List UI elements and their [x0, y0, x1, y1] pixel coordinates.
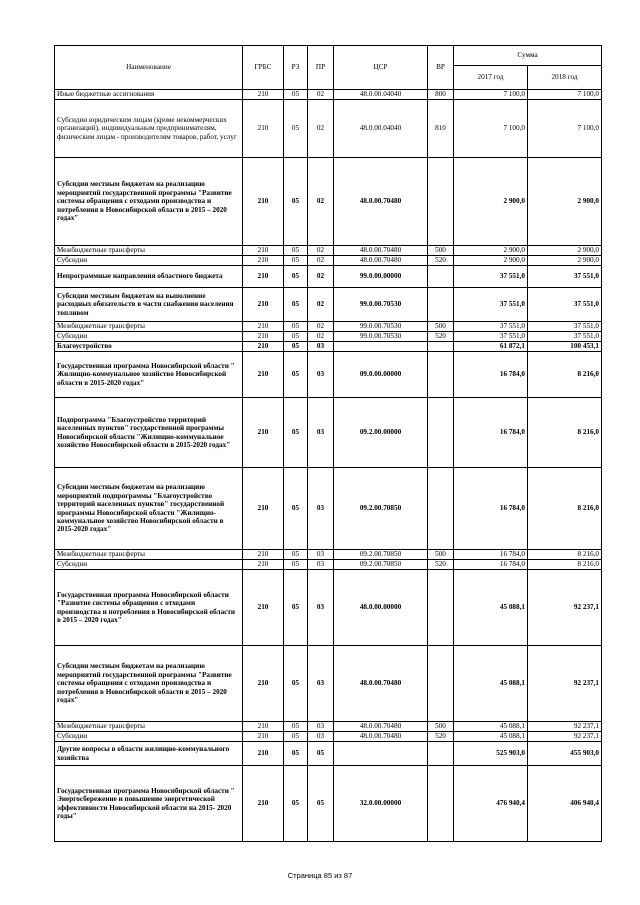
- cell-name: Государственная программа Новосибирской области " Энергосбережение и повышение энергетической эффективности Новосибирской области на 2015- 2020 годы": [55, 766, 243, 842]
- cell-pr: 02: [308, 256, 334, 266]
- cell-grbs: 210: [243, 560, 284, 570]
- cell-sum-2017: 16 784,0: [454, 550, 528, 560]
- cell-sum-2017: 2 900,0: [454, 246, 528, 256]
- cell-vr: [428, 646, 454, 722]
- cell-csr: 48.0.00.70480: [334, 246, 428, 256]
- cell-sum-2017: 16 784,0: [454, 398, 528, 468]
- cell-sum-2017: 16 784,0: [454, 468, 528, 550]
- table-row: [55, 256, 602, 266]
- cell-name: Государственная программа Новосибирской области "Развитие системы обращения с отходами производства и потребления в Новосибирской области в 2015 – 2020 годах": [55, 570, 243, 646]
- cell-vr: [428, 342, 454, 352]
- cell-rz: 05: [284, 322, 308, 332]
- cell-sum-2018: 92 237,1: [528, 732, 602, 742]
- cell-sum-2017: 525 903,0: [454, 742, 528, 766]
- cell-rz: 05: [284, 646, 308, 722]
- cell-vr: 520: [428, 332, 454, 342]
- table-row: [55, 288, 602, 322]
- cell-pr: 03: [308, 646, 334, 722]
- cell-name: Государственная программа Новосибирской области " Жилищно-коммунальное хозяйство Новосибирской области в 2015-2020 годах": [55, 352, 243, 398]
- cell-grbs: 210: [243, 742, 284, 766]
- cell-pr: 05: [308, 742, 334, 766]
- cell-grbs: 210: [243, 266, 284, 288]
- cell-vr: 500: [428, 550, 454, 560]
- table-row: [55, 732, 602, 742]
- table-row: [55, 722, 602, 732]
- cell-grbs: 210: [243, 322, 284, 332]
- cell-rz: 05: [284, 342, 308, 352]
- cell-rz: 05: [284, 398, 308, 468]
- cell-name: Непрограммные направления областного бюджета: [55, 266, 243, 288]
- cell-vr: [428, 352, 454, 398]
- cell-rz: 05: [284, 100, 308, 158]
- page-number: Страница 85 из 87: [287, 871, 353, 880]
- cell-vr: 520: [428, 732, 454, 742]
- cell-rz: 05: [284, 352, 308, 398]
- budget-table-sheet: [54, 45, 601, 842]
- cell-pr: 03: [308, 732, 334, 742]
- cell-rz: 05: [284, 468, 308, 550]
- cell-sum-2017: 45 088,1: [454, 570, 528, 646]
- cell-csr: 48.0.00.04040: [334, 90, 428, 100]
- cell-csr: [334, 342, 428, 352]
- cell-sum-2018: 2 900,0: [528, 246, 602, 256]
- cell-grbs: 210: [243, 468, 284, 550]
- cell-sum-2017: 16 784,0: [454, 352, 528, 398]
- cell-name: Межбюджетные трансферты: [55, 550, 243, 560]
- cell-name: Иные бюджетные ассигнования: [55, 90, 243, 100]
- cell-sum-2018: 92 237,1: [528, 646, 602, 722]
- cell-rz: 05: [284, 256, 308, 266]
- header-vr: ВР: [428, 46, 454, 90]
- cell-pr: 02: [308, 100, 334, 158]
- cell-sum-2018: 2 900,0: [528, 256, 602, 266]
- cell-rz: 05: [284, 90, 308, 100]
- cell-sum-2017: 7 100,0: [454, 100, 528, 158]
- header-year-2018: 2018 год: [528, 66, 602, 90]
- cell-grbs: 210: [243, 90, 284, 100]
- cell-rz: 05: [284, 246, 308, 256]
- table-row: [55, 322, 602, 332]
- cell-grbs: 210: [243, 646, 284, 722]
- cell-sum-2018: 7 100,0: [528, 100, 602, 158]
- table-row: [55, 100, 602, 158]
- cell-csr: 99.0.00.00000: [334, 266, 428, 288]
- cell-name: Субсидии: [55, 332, 243, 342]
- cell-pr: 02: [308, 158, 334, 246]
- cell-rz: 05: [284, 722, 308, 732]
- cell-vr: [428, 158, 454, 246]
- cell-grbs: 210: [243, 722, 284, 732]
- cell-rz: 05: [284, 332, 308, 342]
- cell-sum-2018: 8 216,0: [528, 352, 602, 398]
- table-row: [55, 742, 602, 766]
- table-row: [55, 550, 602, 560]
- cell-vr: 800: [428, 90, 454, 100]
- cell-rz: 05: [284, 570, 308, 646]
- cell-grbs: 210: [243, 550, 284, 560]
- header-pr: ПР: [308, 46, 334, 90]
- cell-vr: [428, 398, 454, 468]
- cell-pr: 03: [308, 550, 334, 560]
- cell-sum-2018: 406 940,4: [528, 766, 602, 842]
- cell-rz: 05: [284, 266, 308, 288]
- cell-sum-2018: 8 216,0: [528, 550, 602, 560]
- table-body: [55, 90, 602, 842]
- cell-csr: 99.0.00.70530: [334, 288, 428, 322]
- cell-vr: 500: [428, 722, 454, 732]
- cell-vr: [428, 766, 454, 842]
- cell-vr: 500: [428, 246, 454, 256]
- header-csr: ЦСР: [334, 46, 428, 90]
- table-row: [55, 646, 602, 722]
- cell-name: Межбюджетные трансферты: [55, 722, 243, 732]
- cell-csr: 99.0.00.70530: [334, 322, 428, 332]
- cell-pr: 03: [308, 352, 334, 398]
- cell-csr: 48.0.00.00000: [334, 570, 428, 646]
- cell-name: Межбюджетные трансферты: [55, 246, 243, 256]
- table-row: [55, 570, 602, 646]
- cell-name: Субсидии: [55, 560, 243, 570]
- table-row: [55, 560, 602, 570]
- cell-name: Субсидии местным бюджетам на реализацию мероприятий государственной программы "Развитие системы обращения с отходами производства и потребления в Новосибирской области в 2015 – 2020 годах": [55, 158, 243, 246]
- cell-grbs: 210: [243, 398, 284, 468]
- cell-grbs: 210: [243, 732, 284, 742]
- table-row: [55, 158, 602, 246]
- cell-pr: 02: [308, 322, 334, 332]
- cell-pr: 03: [308, 722, 334, 732]
- cell-grbs: 210: [243, 766, 284, 842]
- cell-vr: [428, 288, 454, 322]
- cell-sum-2017: 37 551,0: [454, 288, 528, 322]
- cell-rz: 05: [284, 288, 308, 322]
- budget-table: [54, 45, 602, 842]
- cell-sum-2018: 37 551,0: [528, 288, 602, 322]
- cell-csr: 09.2.00.70850: [334, 468, 428, 550]
- cell-name: Субсидии местным бюджетам на реализацию мероприятий государственной программы "Развитие системы обращения с отходами производства и потребления в Новосибирской области в 2015 – 2020 годах": [55, 646, 243, 722]
- cell-sum-2018: 8 216,0: [528, 398, 602, 468]
- cell-grbs: 210: [243, 332, 284, 342]
- table-row: [55, 332, 602, 342]
- table-row: [55, 766, 602, 842]
- cell-csr: 48.0.00.70480: [334, 158, 428, 246]
- cell-csr: 99.0.00.70530: [334, 332, 428, 342]
- cell-vr: 520: [428, 560, 454, 570]
- cell-sum-2017: 61 872,1: [454, 342, 528, 352]
- cell-grbs: 210: [243, 256, 284, 266]
- table-row: [55, 398, 602, 468]
- cell-sum-2018: 7 100,0: [528, 90, 602, 100]
- cell-vr: [428, 742, 454, 766]
- cell-sum-2018: 8 216,0: [528, 560, 602, 570]
- cell-rz: 05: [284, 550, 308, 560]
- cell-name: Субсидии: [55, 256, 243, 266]
- cell-csr: 48.0.00.70480: [334, 256, 428, 266]
- cell-rz: 05: [284, 560, 308, 570]
- table-row: [55, 90, 602, 100]
- cell-pr: 05: [308, 766, 334, 842]
- cell-csr: 09.2.00.00000: [334, 398, 428, 468]
- cell-rz: 05: [284, 742, 308, 766]
- cell-name: Субсидии юридическим лицам (кроме некоммерческих организаций), индивидуальным предпринимателям, физическим лицам - производителям товаров, работ, услуг: [55, 100, 243, 158]
- header-name: Наименование: [55, 46, 243, 90]
- cell-name: Подпрограмма "Благоустройство территорий населенных пунктов" государственной программы Новосибирской области "Жилищно-коммунальное хозяйство Новосибирской области в 2015-2020 годах": [55, 398, 243, 468]
- header-grbs: ГРБС: [243, 46, 284, 90]
- cell-pr: 02: [308, 332, 334, 342]
- header-year-2017: 2017 год: [454, 66, 528, 90]
- cell-sum-2017: 37 551,0: [454, 322, 528, 332]
- cell-csr: [334, 742, 428, 766]
- cell-name: Другие вопросы в области жилищно-коммунального хозяйства: [55, 742, 243, 766]
- cell-pr: 03: [308, 560, 334, 570]
- cell-pr: 02: [308, 266, 334, 288]
- cell-pr: 02: [308, 90, 334, 100]
- cell-csr: 48.0.00.70480: [334, 646, 428, 722]
- cell-pr: 02: [308, 246, 334, 256]
- cell-pr: 03: [308, 570, 334, 646]
- header-sum: Сумма: [454, 46, 602, 66]
- cell-grbs: 210: [243, 158, 284, 246]
- cell-grbs: 210: [243, 288, 284, 322]
- cell-sum-2018: 92 237,1: [528, 722, 602, 732]
- cell-sum-2017: 45 088,1: [454, 732, 528, 742]
- cell-csr: 32.0.00.00000: [334, 766, 428, 842]
- table-row: [55, 342, 602, 352]
- cell-vr: 500: [428, 322, 454, 332]
- cell-sum-2018: 37 551,0: [528, 266, 602, 288]
- cell-csr: 09.2.00.70850: [334, 560, 428, 570]
- cell-name: Субсидии местным бюджетам на выполнение расходных обязательств в части снабжения населения топливом: [55, 288, 243, 322]
- table-row: [55, 246, 602, 256]
- cell-sum-2018: 2 900,0: [528, 158, 602, 246]
- cell-sum-2018: 37 551,0: [528, 322, 602, 332]
- cell-sum-2018: 100 453,1: [528, 342, 602, 352]
- cell-name: Субсидии: [55, 732, 243, 742]
- cell-vr: 810: [428, 100, 454, 158]
- cell-sum-2017: 7 100,0: [454, 90, 528, 100]
- table-row: [55, 352, 602, 398]
- cell-grbs: 210: [243, 100, 284, 158]
- cell-grbs: 210: [243, 246, 284, 256]
- cell-vr: [428, 468, 454, 550]
- cell-sum-2017: 45 088,1: [454, 722, 528, 732]
- cell-name: Благоустройство: [55, 342, 243, 352]
- cell-csr: 09.0.00.00000: [334, 352, 428, 398]
- table-row: [55, 468, 602, 550]
- cell-sum-2018: 455 903,0: [528, 742, 602, 766]
- cell-grbs: 210: [243, 352, 284, 398]
- cell-sum-2018: 37 551,0: [528, 332, 602, 342]
- cell-grbs: 210: [243, 570, 284, 646]
- cell-rz: 05: [284, 732, 308, 742]
- cell-sum-2017: 16 784,0: [454, 560, 528, 570]
- cell-sum-2017: 37 551,0: [454, 266, 528, 288]
- cell-pr: 03: [308, 468, 334, 550]
- cell-sum-2017: 2 900,0: [454, 158, 528, 246]
- cell-vr: [428, 570, 454, 646]
- header-rz: РЗ: [284, 46, 308, 90]
- cell-csr: 48.0.00.70480: [334, 722, 428, 732]
- cell-rz: 05: [284, 766, 308, 842]
- table-row: [55, 266, 602, 288]
- cell-csr: 48.0.00.04040: [334, 100, 428, 158]
- cell-name: Межбюджетные трансферты: [55, 322, 243, 332]
- cell-csr: 48.0.00.70480: [334, 732, 428, 742]
- cell-vr: 520: [428, 256, 454, 266]
- cell-sum-2017: 45 088,1: [454, 646, 528, 722]
- cell-rz: 05: [284, 158, 308, 246]
- cell-grbs: 210: [243, 342, 284, 352]
- cell-sum-2017: 2 900,0: [454, 256, 528, 266]
- cell-sum-2017: 37 551,0: [454, 332, 528, 342]
- cell-sum-2018: 8 216,0: [528, 468, 602, 550]
- cell-sum-2017: 476 940,4: [454, 766, 528, 842]
- cell-vr: [428, 266, 454, 288]
- cell-pr: 03: [308, 398, 334, 468]
- cell-pr: 03: [308, 342, 334, 352]
- cell-name: Субсидии местным бюджетам на реализацию мероприятий подпрограммы "Благоустройство территорий населенных пунктов" государственной программы Новосибирской области "Жилищно-коммунальное хозяйство Новосибирской области в 2015-2020 годах": [55, 468, 243, 550]
- cell-csr: 09.2.00.70850: [334, 550, 428, 560]
- cell-pr: 02: [308, 288, 334, 322]
- cell-sum-2018: 92 237,1: [528, 570, 602, 646]
